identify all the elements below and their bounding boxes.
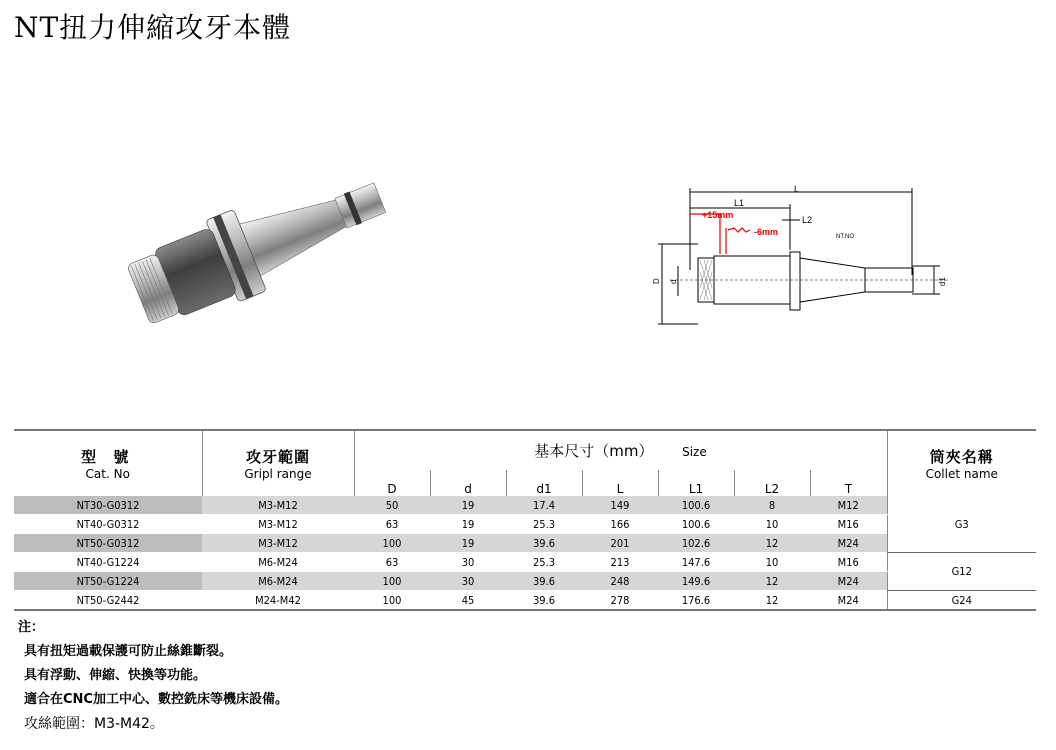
product-photo bbox=[100, 160, 400, 340]
col-L2: L2 bbox=[734, 470, 810, 496]
collet-g24: G24 bbox=[887, 591, 1036, 611]
header-dimensions: 基本尺寸（mm） Size bbox=[354, 430, 887, 470]
table-row: NT40-G0312 M3-M12 63 19 25.3 166 100.6 10 M16 bbox=[14, 515, 1036, 534]
label-D: D bbox=[652, 278, 661, 284]
table-row: NT50-G2442 M24-M42 100 45 39.6 278 176.6 12 M24 G24 bbox=[14, 591, 1036, 611]
label-L: L bbox=[794, 184, 800, 194]
technical-drawing bbox=[650, 180, 960, 340]
table-row: NT30-G0312 M3-M12 50 19 17.4 149 100.6 8 M12 G3 bbox=[14, 496, 1036, 515]
label-plus: +15mm bbox=[702, 210, 734, 220]
note-item: 具有扭矩過載保護可防止絲錐斷裂。 bbox=[24, 644, 233, 659]
col-d1: d1 bbox=[506, 470, 582, 496]
page-title: NT扭力伸縮攻牙本體 bbox=[14, 11, 292, 44]
label-L1: L1 bbox=[734, 198, 745, 208]
label-d: d bbox=[669, 279, 678, 284]
table-row: NT50-G0312 M3-M12 100 19 39.6 201 102.6 12 M24 bbox=[14, 534, 1036, 553]
header-cat: 型 號 Cat. No bbox=[14, 430, 202, 496]
header-range: 攻牙範圍 Gripl range bbox=[202, 430, 354, 496]
notes bbox=[18, 616, 288, 736]
header-collet: 筒夾名稱 Collet name bbox=[887, 430, 1036, 496]
col-L: L bbox=[582, 470, 658, 496]
label-L2: L2 bbox=[802, 215, 813, 225]
collet-g12: G12 bbox=[887, 553, 1036, 591]
note-item: 攻絲範圍：M3-M42。 bbox=[24, 716, 164, 732]
table-row: NT40-G1224 M6-M24 63 30 25.3 213 147.6 10 M16 G12 bbox=[14, 553, 1036, 572]
col-L1: L1 bbox=[658, 470, 734, 496]
col-d: d bbox=[430, 470, 506, 496]
note-item: 具有浮動、伸縮、快換等功能。 bbox=[24, 668, 207, 683]
col-D: D bbox=[354, 470, 430, 496]
table-row: NT50-G1224 M6-M24 100 30 39.6 248 149.6 12 M24 bbox=[14, 572, 1036, 591]
label-nt: NT.NO bbox=[836, 234, 854, 240]
spec-table bbox=[14, 429, 1036, 611]
label-d1: d1 bbox=[938, 277, 947, 286]
note-item: 適合在CNC加工中心、數控銑床等機床設備。 bbox=[24, 692, 288, 707]
collet-g3: G3 bbox=[887, 496, 1036, 553]
notes-head: 注： bbox=[18, 620, 45, 635]
label-minus: -6mm bbox=[754, 227, 779, 237]
col-T: T bbox=[810, 470, 887, 496]
